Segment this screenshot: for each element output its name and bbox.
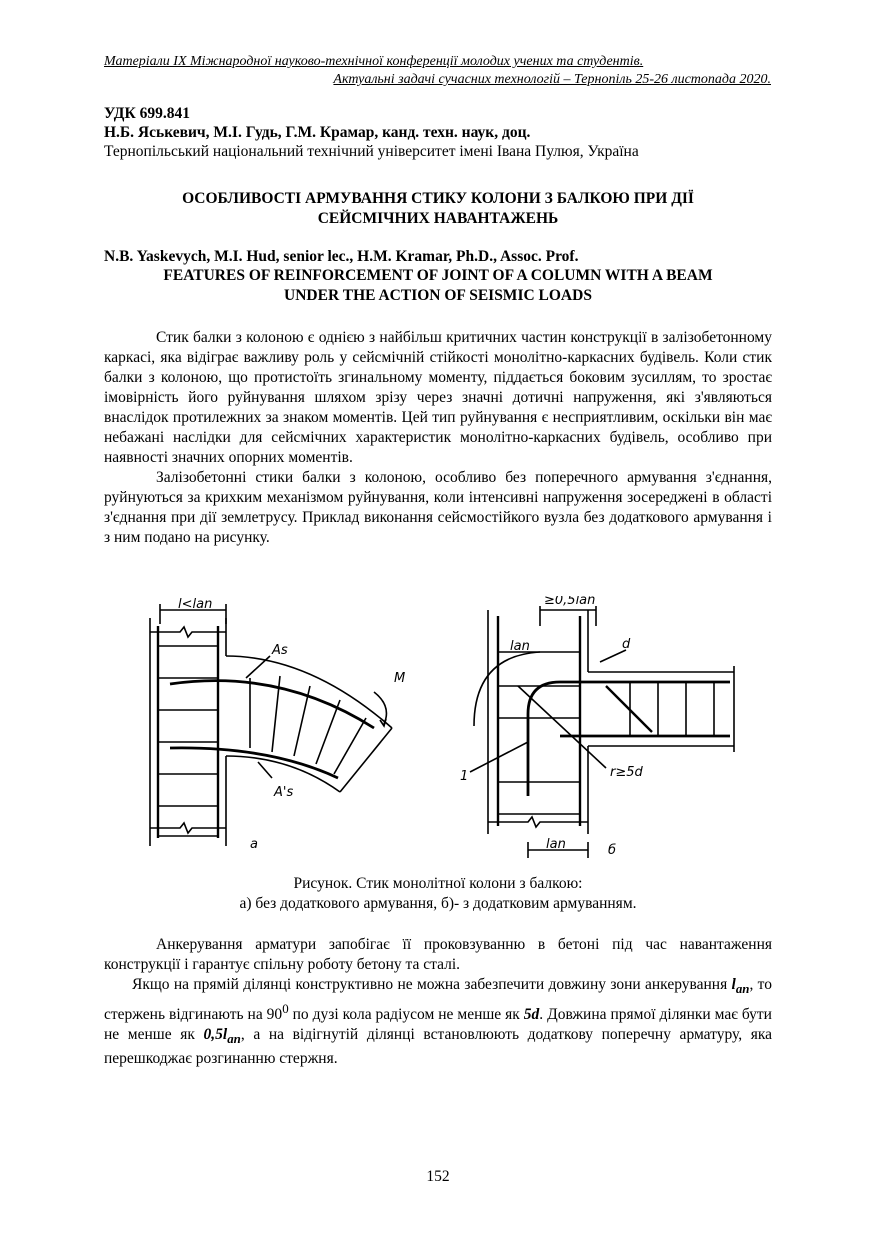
figure-joint-drawings <box>130 596 760 874</box>
label-1: 1 <box>460 769 469 784</box>
label-as-prime: A's <box>274 785 294 800</box>
paragraph-2: Залізобетонні стики балки з колоною, особливо без поперечного армування з'єднання, руйнуються за крихким механізмом руйнування, коли інтенсивні напруження зосереджені в області з'єднання при дії землетрусу. Приклад виконання сейсмостійкого вузла без додаткового армування і з ним подано на рисунку. <box>104 469 772 546</box>
dim-l-lan: l<lan <box>178 597 213 612</box>
label-d: d <box>622 637 631 652</box>
label-moment: M <box>394 671 406 686</box>
paper-meta <box>104 104 772 161</box>
tag-a: а <box>250 837 258 852</box>
paragraph-3: Анкерування арматури запобігає її проковзуванню в бетоні під час навантаження конструкції і гарантує спільну роботу бетону та сталі. <box>104 936 772 973</box>
drawing-a <box>150 604 392 846</box>
body-text-1 <box>104 328 772 548</box>
title-en-line-1: FEATURES OF REINFORCEMENT OF JOINT OF A COLUMN WITH A BEAM <box>163 267 713 284</box>
paragraph-1: Стик балки з колоною є однією з найбільш критичних частин конструкції в залізобетонному каркасі, яка відіграє важливу роль у сейсмічній стійкості монолітно-каркасних будівель. Коли стик балки з колоною, що протистоїть згинальному моменту, піддається боковим зусиллям, то зростає імовірність його руйнування шляхом зрізу через значні дотичні напруження, які з'являються внаслідок протилежних за знаком моментів. Цей тип руйнування є несприятливим, оскільки він має небажані наслідки для сейсмічних характеристик монолітно-каркасних будівель, особливо при наявності значних опорних моментів. <box>104 329 772 466</box>
title-ua-line-2: СЕЙСМІЧНИХ НАВАНТАЖЕНЬ <box>317 210 559 227</box>
body-text-2 <box>104 935 772 1069</box>
tag-b: б <box>608 843 617 858</box>
title-en-block <box>104 247 772 306</box>
figure-caption <box>104 874 772 914</box>
dim-lan-bottom: lan <box>546 837 566 852</box>
affiliation: Тернопільський національний технічний університет імені Івана Пулюя, Україна <box>104 143 639 160</box>
caption-line-1: Рисунок. Стик монолітної колони з балкою: <box>293 875 583 892</box>
paragraph-4: Якщо на прямій ділянці конструктивно не можна забезпечити довжину зони анкерування $l_{an}$, то стержень відгинають на $90^0$ по дузі кола радіусом не менше як 5d. Довжина прямої ділянки має бути не менше як $0,5l_{an}$, а на відігнутій ділянці встановлюють додаткову поперечну арматуру, яка перешкоджає розгинанню стержня. <box>104 976 772 1068</box>
running-header-conference: Матеріали IX Міжнародної науково-технічної конференції молодих учених та студентів. <box>104 54 644 69</box>
title-ua-line-1: ОСОБЛИВОСТІ АРМУВАННЯ СТИКУ КОЛОНИ З БАЛКОЮ ПРИ ДІЇ <box>182 190 694 207</box>
page-number: 152 <box>426 1168 450 1185</box>
label-radius: r≥5d <box>610 765 643 780</box>
dim-05-lan: ≥0,5lan <box>544 596 596 608</box>
label-lan-top: lan <box>510 639 530 654</box>
udc-code: УДК 699.841 <box>104 105 190 122</box>
figure-svg <box>130 596 760 874</box>
title-en-line-2: UNDER THE ACTION OF SEISMIC LOADS <box>284 287 592 304</box>
running-header-topic: Актуальні задачі сучасних технологій – Тернопіль 25-26 листопада 2020. <box>333 72 771 87</box>
label-as: As <box>272 643 288 658</box>
title-ua <box>104 189 772 229</box>
authors-en: N.B. Yaskevych, M.I. Hud, senior lec., H.M. Kramar, Ph.D., Assoc. Prof. <box>104 248 579 265</box>
authors-ua: Н.Б. Яськевич, М.І. Гудь, Г.М. Крамар, канд. техн. наук, доц. <box>104 124 531 141</box>
caption-line-2: а) без додаткового армування, б)- з додатковим армуванням. <box>239 895 637 912</box>
